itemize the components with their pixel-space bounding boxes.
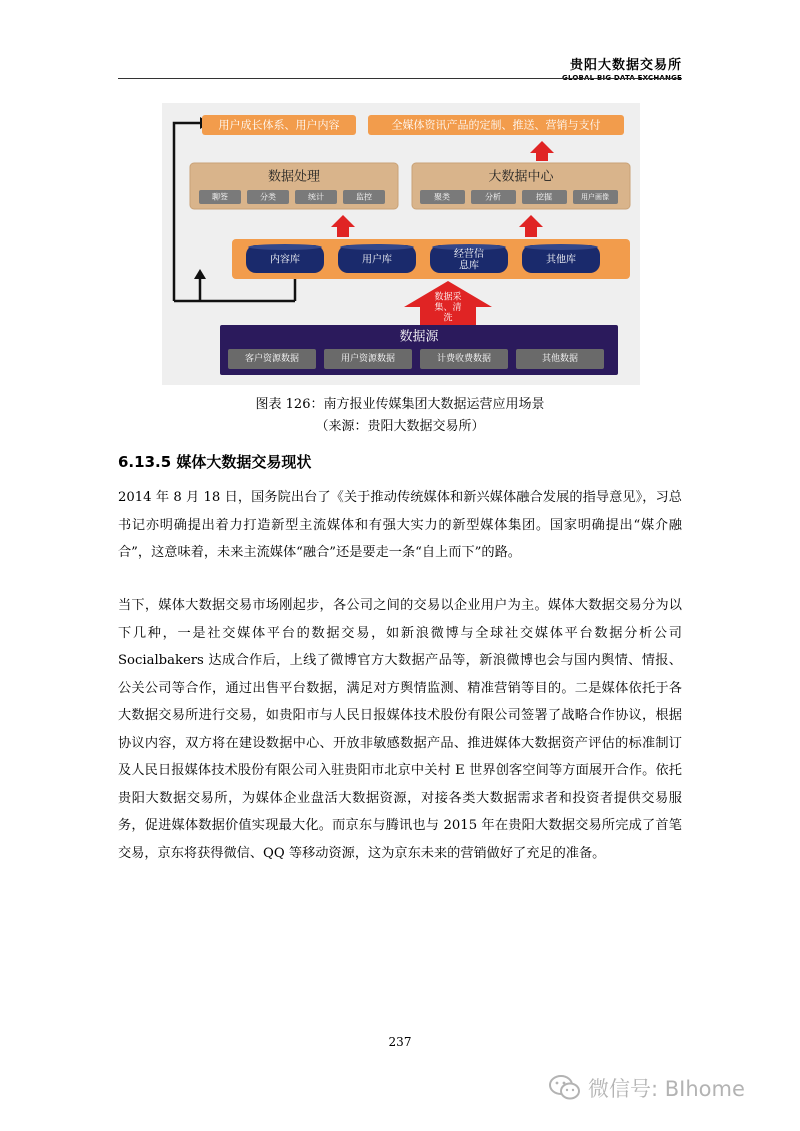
header-rule xyxy=(118,78,682,79)
store-label: 用户库 xyxy=(362,254,392,266)
store-label: 经营信 xyxy=(454,248,484,260)
figure-caption: 图表 126：南方报业传媒集团大数据运营应用场景 xyxy=(255,397,545,412)
watermark-text: 微信号: BIhome xyxy=(588,1077,745,1101)
top-left-label: 用户成长体系、用户内容 xyxy=(218,118,340,132)
processing-item-label: 聊签 xyxy=(212,192,228,202)
bigdata-title: 大数据中心 xyxy=(488,169,554,185)
up-arrow xyxy=(331,215,355,237)
processing-item-label: 统计 xyxy=(308,192,324,202)
source-item-label: 用户资源数据 xyxy=(340,354,396,364)
figure-source: （来源：贵阳大数据交易所） xyxy=(315,419,485,434)
paragraph-1: 2014 年 8 月 18 日，国务院出台了《关于推动传统媒体和新兴媒体融合发展的指导意见》，习总书记亦明确提出着力打造新型主流媒体和有强大实力的新型媒体集团。国家明确提出“媒介融合”，这意味着，未来主流媒体“融合”还是要走一条“自上而下”的路。 xyxy=(118,490,682,560)
collect-label: 数据采 xyxy=(434,292,462,303)
processing-title: 数据处理 xyxy=(267,169,321,185)
connector-arrowhead xyxy=(194,269,206,279)
bigdata-item-label: 用户画像 xyxy=(581,193,609,201)
watermark xyxy=(548,1070,745,1106)
figure-diagram xyxy=(162,103,640,385)
processing-item-label: 分类 xyxy=(260,192,276,202)
section-title: 6.13.5 媒体大数据交易现状 xyxy=(118,453,312,471)
source-title: 数据源 xyxy=(399,329,439,345)
bigdata-item-label: 分析 xyxy=(485,192,501,202)
source-item-label: 其他数据 xyxy=(541,354,579,364)
up-arrow xyxy=(519,215,543,237)
bigdata-item-label: 挖掘 xyxy=(536,192,552,202)
diagram-svg xyxy=(162,103,640,385)
brand-name: 贵阳大数据交易所 xyxy=(569,58,682,73)
store-cylinder-top xyxy=(248,244,322,250)
top-right-label: 全媒体资讯产品的定制、推送、营销与支付 xyxy=(391,118,601,132)
page-number: 237 xyxy=(388,1035,412,1049)
store-label: 息库 xyxy=(459,260,479,272)
source-item-label: 计费收费数据 xyxy=(436,354,492,364)
store-label: 内容库 xyxy=(270,254,300,266)
processing-item-label: 监控 xyxy=(356,192,372,202)
store-cylinder-top xyxy=(340,244,414,250)
wechat-icon xyxy=(548,1073,582,1103)
paragraph-2: 当下，媒体大数据交易市场刚起步，各公司之间的交易以企业用户为主。媒体大数据交易分为以下几种，一是社交媒体平台的数据交易，如新浪微博与全球社交媒体平台数据分析公司 Socialbakers 达成合作后，上线了微博官方大数据产品等，新浪微博也会与国内舆情、情报、公关公司等合作，通过出售平台数据，满足对方舆情监测、精准营销等目的。二是媒体依托于各大数据交易所进行交易，如贵阳市与人民日报媒体技术股份有限公司签署了战略合作协议，根据协议内容，双方将在建设数据中心、开放非敏感数据产品、推进媒体大数据资产评估的标准制订及人民日报媒体技术股份有限公司入驻贵阳市北京中关村 E 世界创客空间等方面展开合作。依托贵阳大数据交易所，为媒体企业盘活大数据资源，对接各类大数据需求者和投资者提供交易服务，促进媒体数据价值实现最大化。而京东与腾讯也与 2015 年在贵阳大数据交易所完成了首笔交易，京东将获得微信、QQ 等移动资源，这为京东未来的营销做好了充足的准备。 xyxy=(118,598,682,861)
collect-label: 集、清 xyxy=(434,303,462,313)
store-cylinder-top xyxy=(524,244,598,250)
source-item-label: 客户资源数据 xyxy=(244,354,300,364)
up-arrow xyxy=(530,141,554,161)
feedback-line xyxy=(174,123,200,301)
store-label: 其他库 xyxy=(546,254,576,266)
collect-label: 洗 xyxy=(443,313,453,324)
brand-subtitle: GLOBAL BIG DATA EXCHANGE xyxy=(562,74,682,82)
bigdata-item-label: 聚类 xyxy=(434,192,450,202)
